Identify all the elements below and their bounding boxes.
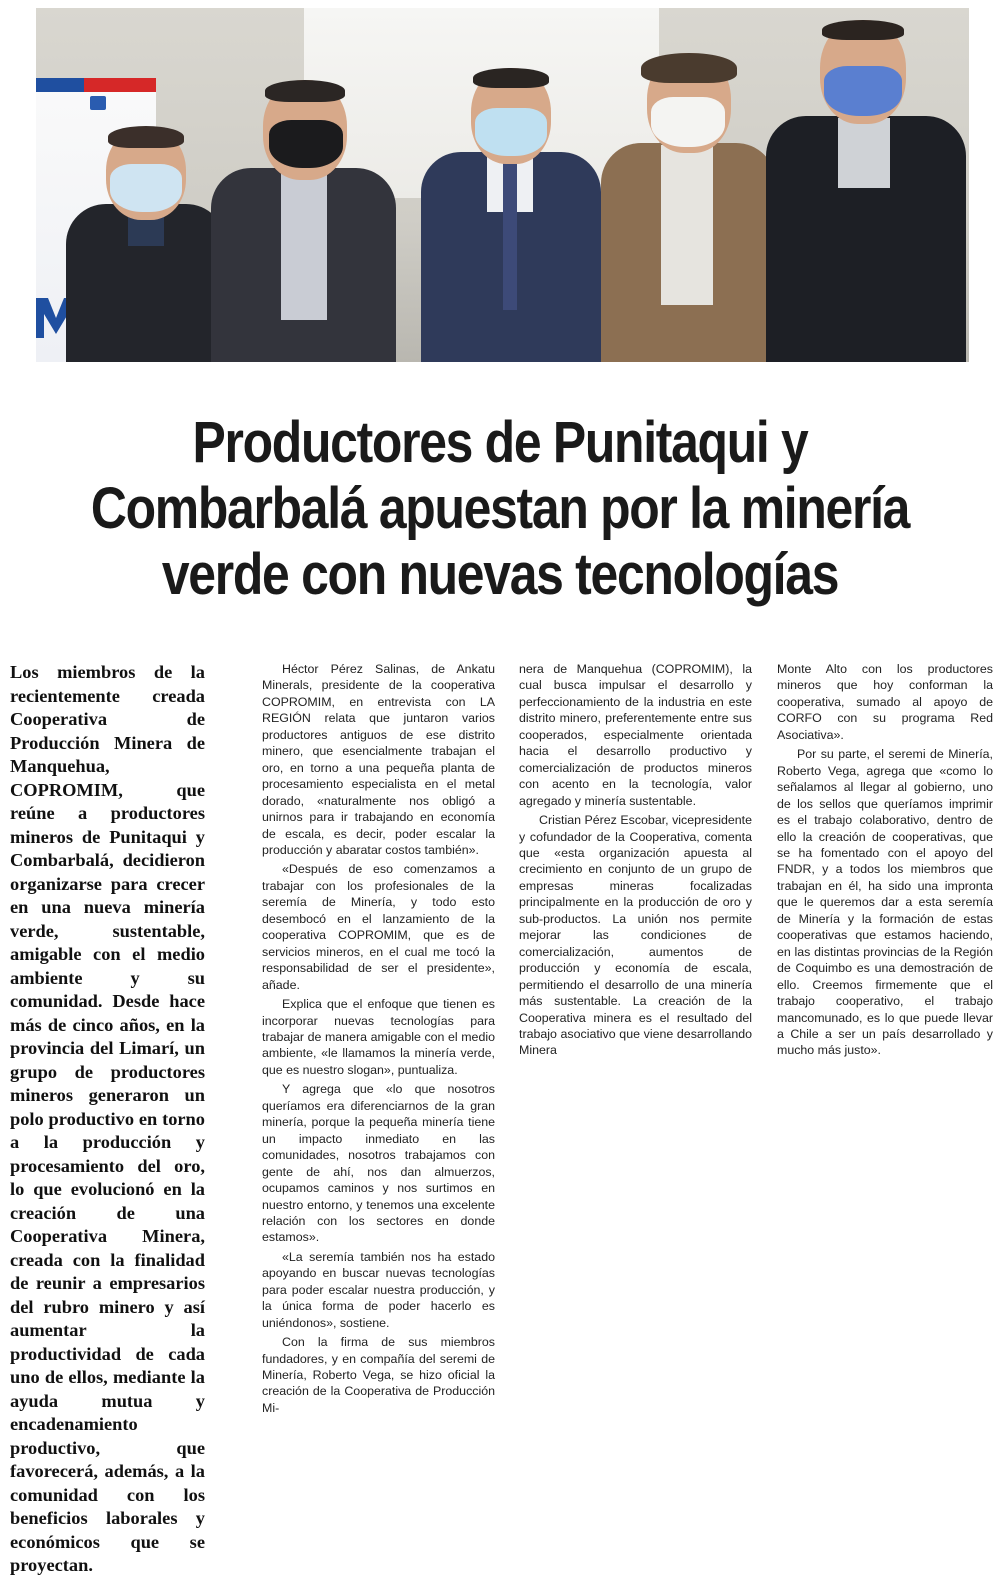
col1-paragraph-6: Con la firma de sus miembros fundadores, y en compañía del seremi de Minería, Roberto Vega, se hizo oficial la creación de la Cooperativa de Producción Mi- [262,1335,495,1415]
article-photo [36,8,969,362]
body-column-3 [777,661,993,1062]
col1-paragraph-4: Y agrega que «lo que nosotros queríamos era diferenciarnos de la gran minería, porque la pequeña minería tiene un impacto inmediato en las comunidades, nosotros trabajamos con gente de ahí, nos dan almuerzos, ocupamos caminos y nos surtimos en nuestro entorno, y tenemos una excelente relación con los sectores en donde estamos». [262,1082,495,1245]
headline [87,410,913,608]
person-4 [601,53,776,362]
headline-line-2: Combarbalá apuestan por la minería [90,476,910,541]
col1-paragraph-5: «La seremía también nos ha estado apoyando en buscar nuevas tecnologías para poder escalar nuestra producción, y la única forma de poder hacerlo es uniéndonos», sostiene. [262,1249,495,1330]
person-3 [421,68,601,362]
person-2 [211,80,396,362]
col3-paragraph-2: Por su parte, el seremi de Minería, Roberto Vega, agrega que «como lo señalamos al llegar al gobierno, uno de los sellos que queríamos imprimir es el trabajo colaborativo, dentro de ello la creación de cooperativas, que se ha fomentado con el apoyo del FNDR, y a todos los miembros que trabajan en él, ha sido una impronta que le queremos dar a esta seremía de Minería y la formación de estas cooperativas que estamos haciendo, en las distintas provincias de la Región de Coquimbo es una demostración de ello. Creemos firmemente que el trabajo cooperativo, el trabajo mancomunado, es lo que puede llevar a Chile a ser un país desarrollado y mucho más justo». [777,747,993,1058]
person-5 [766,20,966,362]
headline-line-1: Productores de Punitaqui y [192,410,808,475]
col3-paragraph-1: Monte Alto con los productores mineros que hoy conforman la cooperativa, sumado al apoyo de CORFO con su programa Red Asociativa». [777,662,993,742]
ministry-logo-icon [90,96,106,110]
column-divider [240,661,241,1329]
lead-text: Los miembros de la recientemente creada Cooperativa de Producción Minera de Manquehua, COPROMIM, que reúne a productores mineros de Punitaqui y Combarbalá, decidieron organizarse para crecer en una nueva minería verde, sustentable, amigable con el medio ambiente y su comunidad. Desde hace más de cinco años, en la provincia del Limarí, un grupo de productores mineros generaron un polo productivo en torno a la producción y procesamiento del oro, lo que evolucionó en la creación de una Cooperativa Minera, creada con la finalidad de reunir a empresarios del rubro minero y así aumentar la productividad de cada uno de ellos, mediante la ayuda mutua y encadenamiento productivo, que favorecerá, además, a la comunidad con los beneficios laborales y económicos que se proyectan. [10,662,205,1575]
lead-paragraph [10,661,205,1578]
body-column-1 [262,661,495,1419]
col1-paragraph-2: «Después de eso comenzamos a trabajar con los profesionales de la seremía de Minería, y todo esto desembocó en el lanzamiento de la cooperativa COPROMIM, que es de servicios mineros, en el cual me tocó la responsabilidad de ser el presidente», añade. [262,862,495,992]
col1-paragraph-1: Héctor Pérez Salinas, de Ankatu Minerals, presidente de la cooperativa COPROMIM, en entrevista con LA REGIÓN relata que juntaron varios productores antiguos de ese distrito minero, que esencialmente trabajan el oro, en torno a una pequeña planta de procesamiento especialista en el metal dorado, «naturalmente nos obligó a unirnos para ir trabajando en economía de escala, es decir, poder escalar la producción y abaratar costos también». [262,662,495,857]
flag-stripe [36,78,156,92]
col2-paragraph-2: Cristian Pérez Escobar, vicepresidente y cofundador de la Cooperativa, comenta que «esta organización apuesta al crecimiento en conjunto de un grupo de empresas mineras focalizadas principalmente en la producción de oro y sub-productos. La unión nos permite mejorar las condiciones de comercialización, aumentos de producción y economía de escala, permitiendo el desarrollo de una minería más sustentable. La creación de la Cooperativa minera es el resultado del trabajo asociativo que viene desarrollando Minera [519,813,752,1058]
person-1 [66,126,226,362]
col2-paragraph-1: nera de Manquehua (COPROMIM), la cual busca impulsar el desarrollo y perfeccionamiento de la industria en este distrito minero, preferentemente entre sus cooperados, especialmente orientada hacia el desarrollo productivo y comercialización de productos mineros con acento en la tecnología, valor agregado y minería sustentable. [519,662,752,808]
body-column-2 [519,661,752,1062]
headline-line-3: verde con nuevas tecnologías [161,542,839,607]
col1-paragraph-3: Explica que el enfoque que tienen es incorporar nuevas tecnologías para trabajar de manera amigable con el medio ambiente, «le llamamos la minería verde, que es nuestro slogan», puntualiza. [262,997,495,1077]
